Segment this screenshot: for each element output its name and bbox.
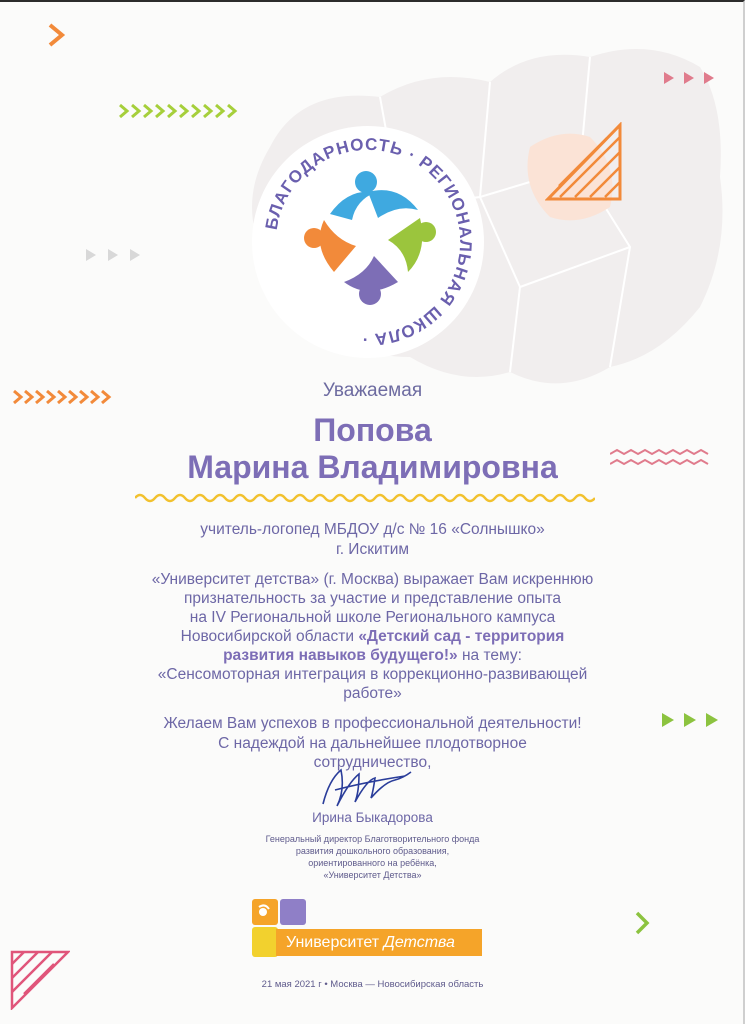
emblem-arc-text: БЛАГОДАРНОСТЬ · РЕГИОНАЛЬНАЯ ШКОЛА · [261, 134, 476, 350]
handwritten-signature [315, 760, 415, 812]
university-logo-text [276, 929, 482, 956]
orange-striped-triangle-icon [545, 122, 623, 202]
recipient-surname: Попова [313, 412, 432, 448]
orange-chevron-icon [45, 22, 69, 48]
wish-line: С надеждой на дальнейшее плодотворное [218, 734, 527, 752]
event-title-part: развития навыков будущего!» [223, 647, 458, 664]
position-line: учитель-логопед МБДОУ д/с № 16 «Солнышко» [200, 521, 545, 538]
body-line: «Университет детства» (г. Москва) выражает Вам искреннюю [151, 571, 594, 588]
greeting: Уважаемая [322, 380, 423, 401]
signer-title-line: «Университет Детства» [323, 870, 422, 880]
grey-triangles-icon [84, 247, 150, 263]
recipient-position [0, 520, 745, 560]
footer-date-place: 21 мая 2021 г • Москва — Новосибирская область [261, 979, 484, 990]
logo-text-part: Детства [383, 934, 455, 951]
green-chevron-icon [633, 910, 653, 936]
body-line [0, 646, 745, 665]
gratitude-text [0, 570, 745, 703]
logo-text-part: Университет [286, 934, 384, 951]
body-line: «Сенсомоторная интеграция в коррекционно-развивающей [157, 666, 588, 683]
wish-line: Желаем Вам успехов в профессиональной деятельности! [163, 715, 582, 732]
recipient-name: Марина Владимировна [187, 449, 558, 485]
body-line [0, 627, 745, 646]
signer-name: Ирина Быкадорова [312, 810, 433, 825]
event-title-part: «Детский сад - территория [358, 628, 565, 645]
body-line: на IV Региональной школе Регионального кампуса [189, 609, 556, 626]
yellow-wave-divider [135, 491, 595, 505]
signer-title [0, 833, 745, 881]
signer-title-line: Генеральный директор Благотворительного фонда [265, 834, 480, 844]
signer-title-line: развития дошкольного образования, [295, 846, 450, 856]
body-line: признательность за участие и представление опыта [183, 590, 562, 607]
body-text-plain: Новосибирской области [180, 628, 359, 645]
city-line: г. Искитим [335, 541, 410, 558]
wish-line: сотрудничество, [313, 754, 432, 771]
body-text-plain: на тему: [457, 647, 522, 664]
pink-triangles-icon [662, 70, 720, 86]
regional-school-emblem [248, 122, 488, 362]
signer-title-line: ориентированного на ребёнка, [308, 858, 437, 868]
green-zigzag-arrows-icon [118, 102, 248, 120]
body-line: работе» [343, 685, 402, 702]
